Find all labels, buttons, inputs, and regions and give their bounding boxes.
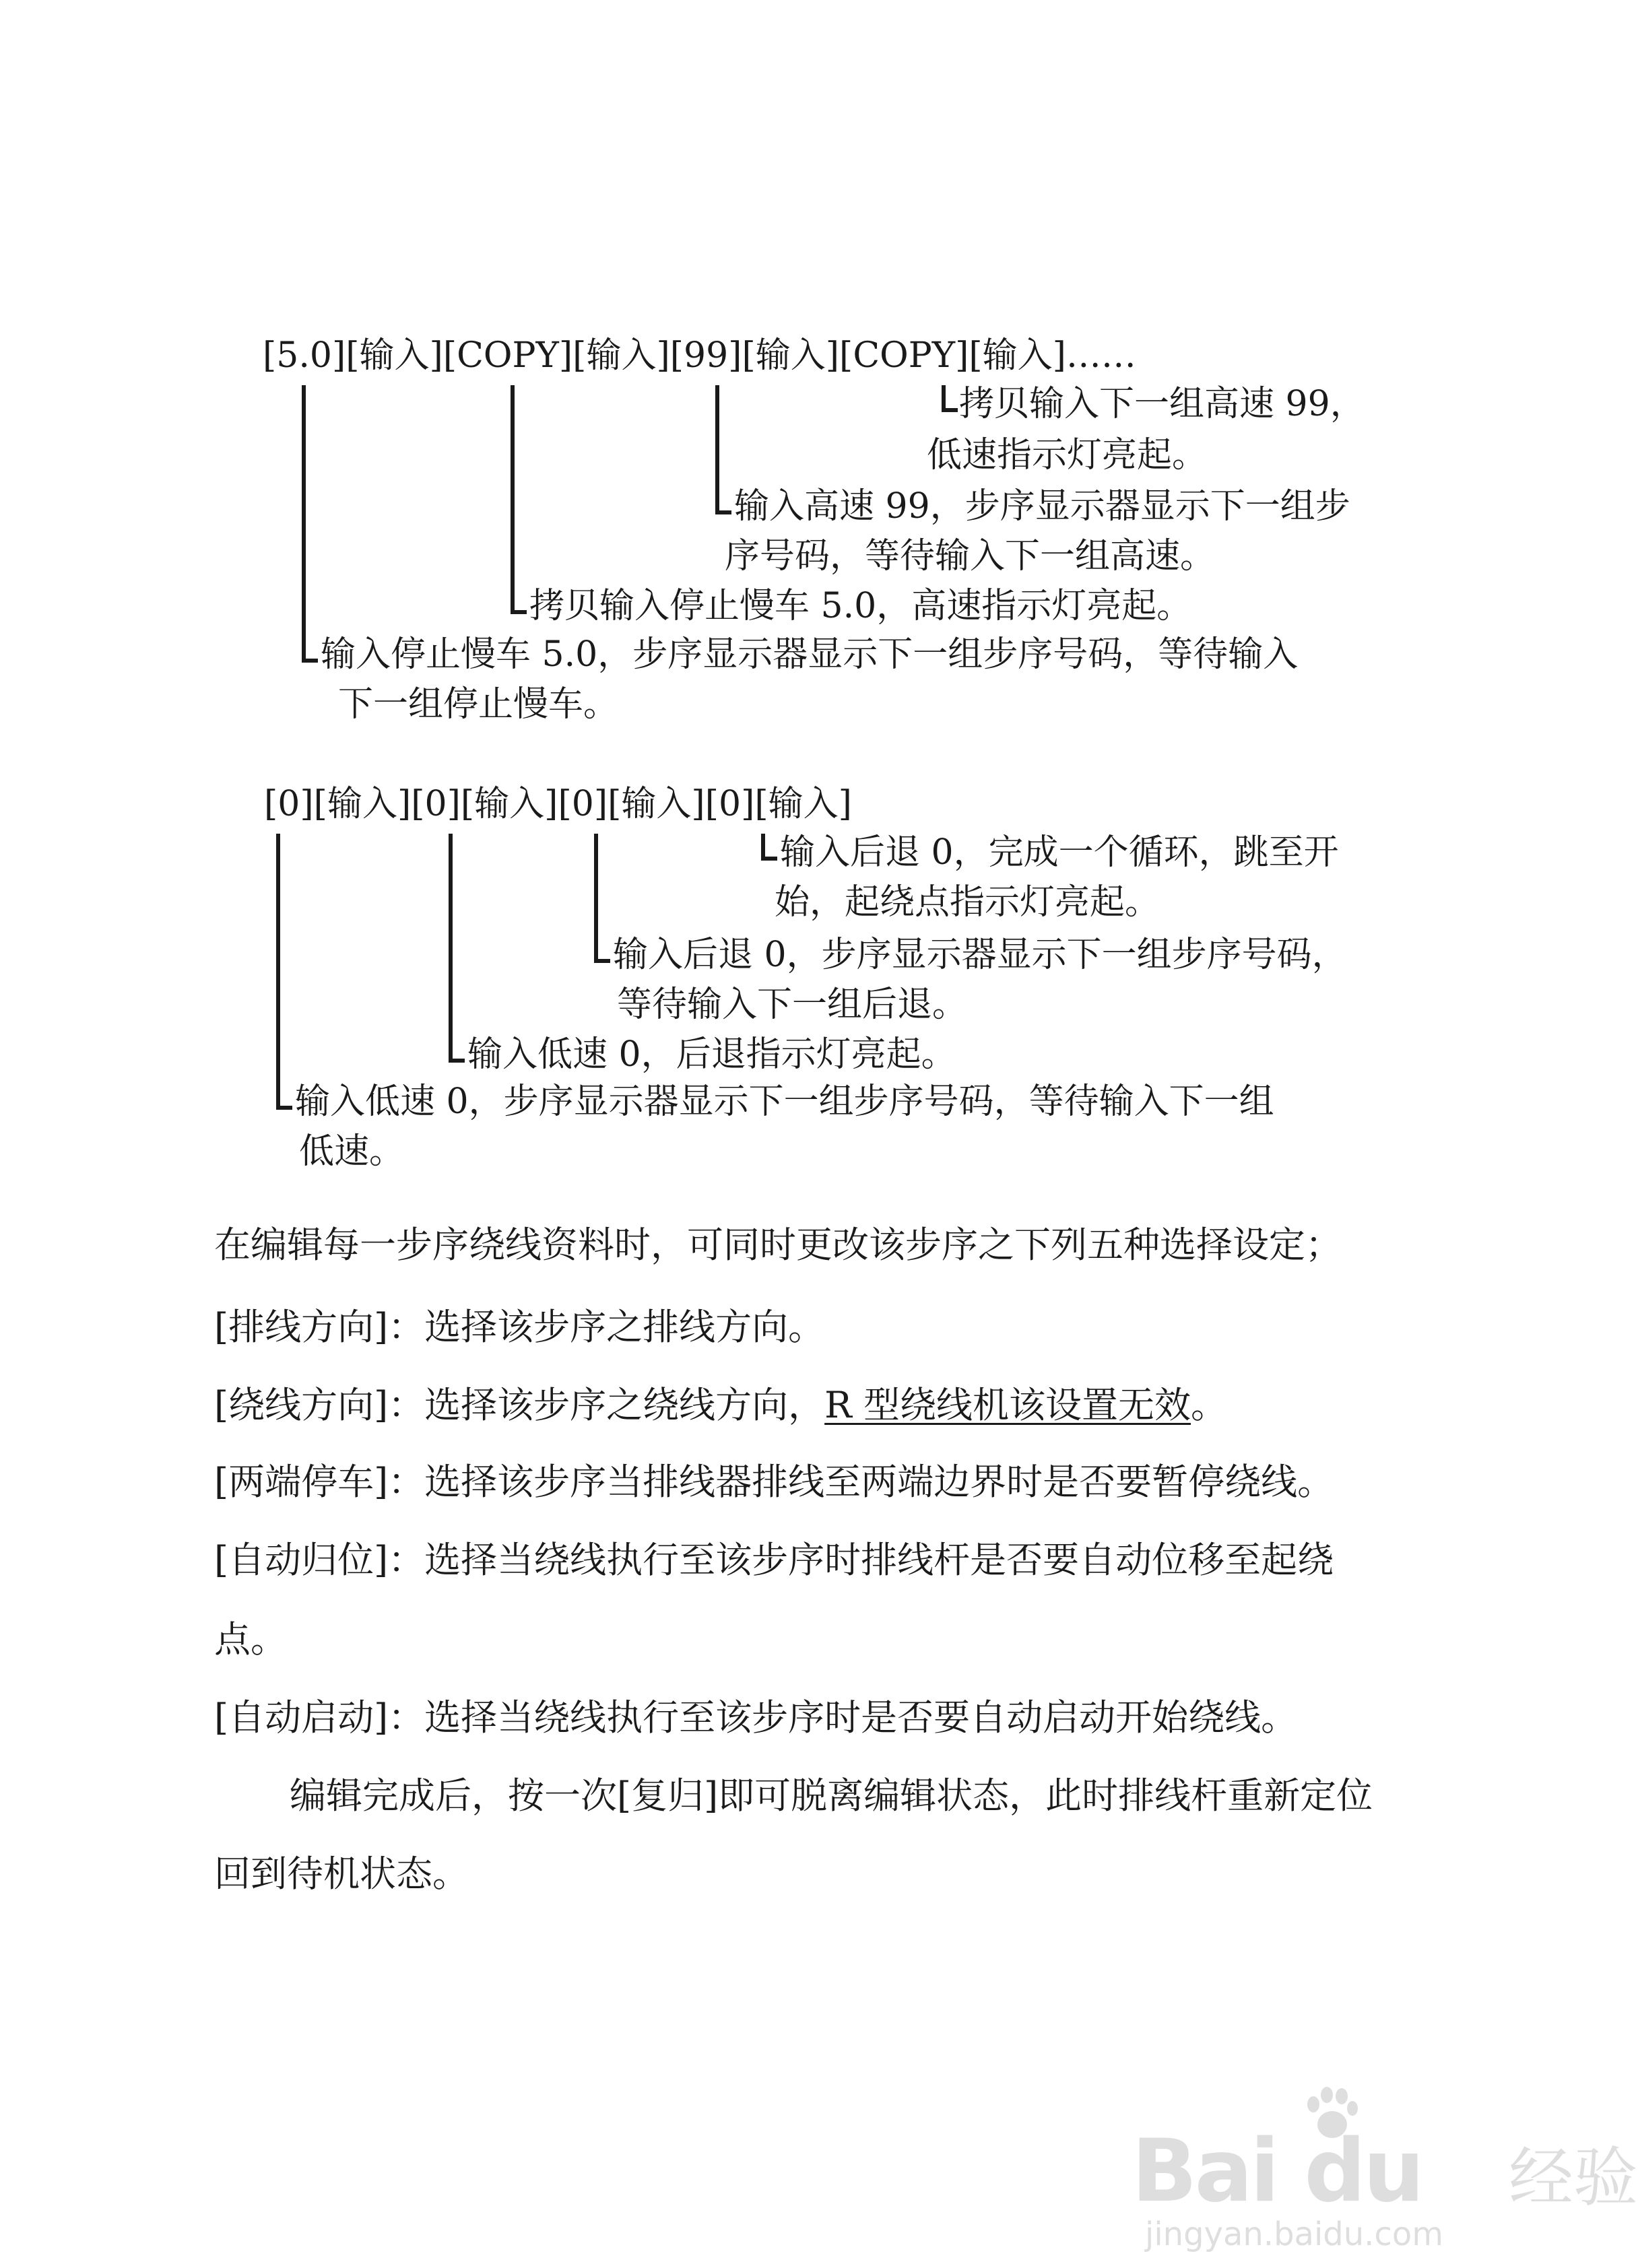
diagram1-note-copy-high-line1: 拷贝输入下一组高速 99， bbox=[959, 384, 1365, 424]
option-wiring-direction: [排线方向]：选择该步序之排线方向。 bbox=[214, 1306, 825, 1348]
diagram1-note-copy-high-line2: 低速指示灯亮起。 bbox=[927, 435, 1208, 475]
baidu-jingyan-watermark bbox=[1132, 2121, 1638, 2256]
diagram2-tree-line-3 bbox=[594, 834, 598, 936]
diagram2-tree-line-2 bbox=[449, 834, 453, 1037]
option-winding-note: R 型绕线机该设置无效 bbox=[824, 1384, 1191, 1426]
diagram1-tree-line-3 bbox=[715, 385, 719, 488]
diagram1-note-stop-line1: 输入停止慢车 5.0，步序显示器显示下一组步序号码，等待输入 bbox=[321, 634, 1299, 675]
branch-arrow-icon bbox=[276, 1083, 292, 1110]
option-auto-start: [自动启动]：选择当绕线执行至该步序时是否要自动启动开始绕线。 bbox=[214, 1696, 1298, 1739]
diagram2-note-low-line1: 输入低速 0，步序显示器显示下一组步序号码，等待输入下一组 bbox=[295, 1081, 1274, 1122]
diagram2-tree-line-1 bbox=[276, 834, 280, 1084]
watermark-brand: Bai du bbox=[1132, 2121, 1422, 2222]
option-winding-direction-text: [绕线方向]：选择该步序之绕线方向， bbox=[214, 1384, 825, 1426]
diagram2-note-back-cycle-line2: 始，起绕点指示灯亮起。 bbox=[775, 882, 1160, 923]
branch-arrow-icon bbox=[449, 1036, 465, 1063]
option-winding-direction bbox=[214, 1384, 1227, 1426]
diagram1-tree-line-2 bbox=[511, 385, 515, 589]
diagram1-note-high-line1: 输入高速 99，步序显示器显示下一组步 bbox=[734, 486, 1350, 527]
diagram1-note-high-line2: 序号码，等待输入下一组高速。 bbox=[725, 536, 1216, 576]
watermark-url: jingyan.baidu.com bbox=[1145, 2215, 1443, 2253]
diagram1-note-stop-line2: 下一组停止慢车。 bbox=[338, 684, 619, 725]
diagram2-note-back-line2: 等待输入下一组后退。 bbox=[617, 985, 968, 1025]
branch-arrow-icon bbox=[302, 636, 318, 663]
diagram2-note-low-line2: 低速。 bbox=[299, 1131, 405, 1172]
diagram2-note-back-cycle-line1: 输入后退 0，完成一个循环，跳至开 bbox=[780, 832, 1339, 873]
branch-arrow-icon bbox=[594, 936, 610, 963]
diagram2-header: [0][输入][0][输入][0][输入][0][输入] bbox=[264, 784, 852, 824]
branch-arrow-icon bbox=[715, 488, 731, 514]
diagram1-note-copy-stop: 拷贝输入停止慢车 5.0，高速指示灯亮起。 bbox=[529, 586, 1192, 626]
option-auto-return-line1: [自动归位]：选择当绕线执行至该步序时排线杆是否要自动位移至起绕 bbox=[214, 1539, 1334, 1581]
paw-icon bbox=[1300, 2084, 1361, 2145]
body-intro: 在编辑每一步序绕线资料时，可同时更改该步序之下列五种选择设定； bbox=[214, 1224, 1342, 1266]
branch-arrow-icon bbox=[511, 587, 527, 614]
diagram1-tree-line-1 bbox=[302, 385, 306, 636]
diagram2-note-back-line1: 输入后退 0，步序显示器显示下一组步序号码， bbox=[613, 935, 1347, 975]
closing-line1: 编辑完成后，按一次[复归]即可脱离编辑状态，此时排线杆重新定位 bbox=[290, 1774, 1373, 1817]
branch-arrow-icon bbox=[761, 834, 777, 861]
option-auto-return-line2: 点。 bbox=[214, 1618, 287, 1661]
branch-arrow-icon bbox=[942, 385, 958, 412]
watermark-sub: 经验 bbox=[1509, 2140, 1638, 2215]
diagram1-header: [5.0][输入][COPY][输入][99][输入][COPY][输入]…… bbox=[263, 335, 1136, 376]
option-winding-end: 。 bbox=[1190, 1384, 1227, 1426]
closing-line2: 回到待机状态。 bbox=[214, 1853, 469, 1895]
option-end-stop: [两端停车]：选择该步序当排线器排线至两端边界时是否要暂停绕线。 bbox=[214, 1461, 1334, 1503]
diagram2-note-low-copy: 输入低速 0，后退指示灯亮起。 bbox=[467, 1034, 956, 1075]
